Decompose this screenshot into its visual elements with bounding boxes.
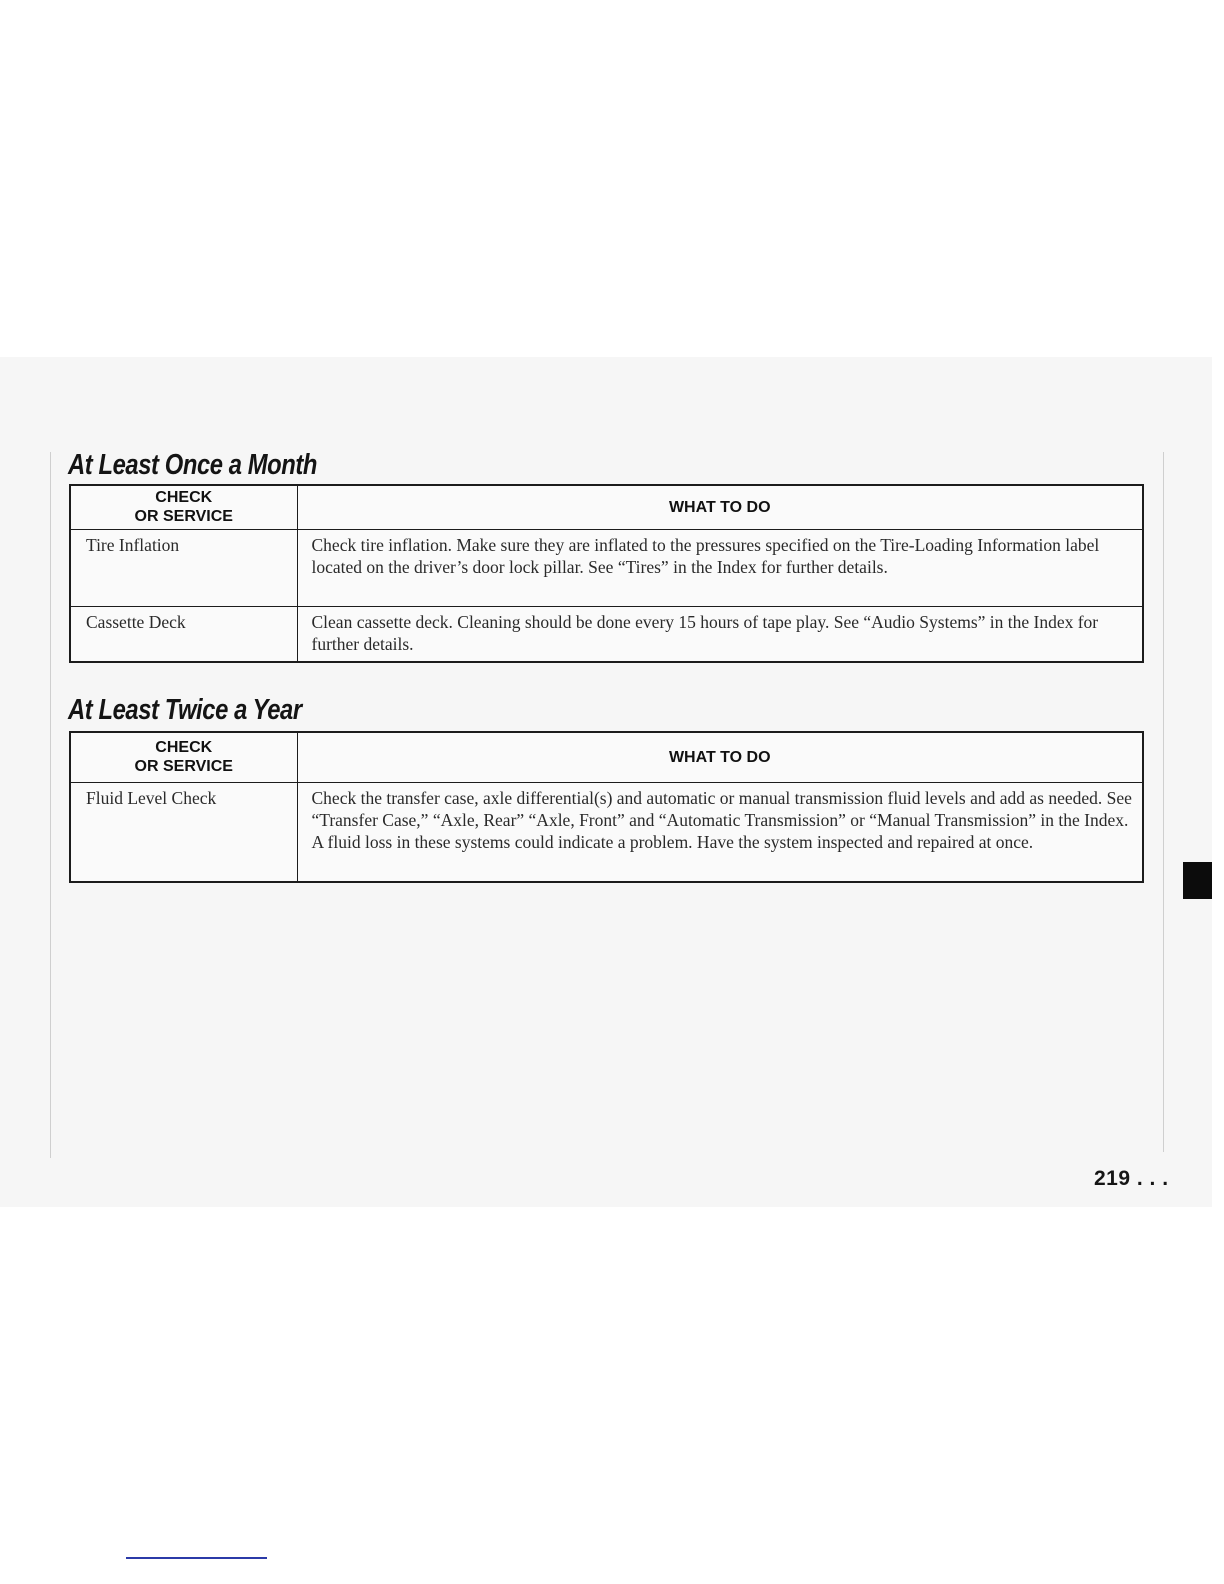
header-line-check: CHECK [155, 489, 213, 507]
check-or-service-header [70, 732, 297, 782]
what-to-do-header: WHAT TO DO [297, 485, 1143, 529]
bottom-rule [126, 1557, 267, 1559]
table-header-row [70, 732, 1143, 782]
table-row [70, 782, 1143, 882]
service-item: Fluid Level Check [70, 782, 297, 882]
section-title-monthly: At Least Once a Month [68, 449, 318, 481]
what-to-do-header: WHAT TO DO [297, 732, 1143, 782]
service-instructions: Clean cassette deck. Cleaning should be done every 15 hours of tape play. See “Audio Systems” in the Index for further details. [297, 606, 1143, 662]
service-item: Cassette Deck [70, 606, 297, 662]
service-item: Tire Inflation [70, 529, 297, 606]
service-instructions: Check tire inflation. Make sure they are inflated to the pressures specified on the Tire-Loading Information label located on the driver’s door lock pillar. See “Tires” in the Index for further details. [297, 529, 1143, 606]
table-row [70, 606, 1143, 662]
check-or-service-header [70, 485, 297, 529]
section-title-twice-yearly: At Least Twice a Year [68, 694, 302, 726]
right-margin-rule [1163, 452, 1164, 1152]
left-margin-rule [50, 452, 51, 1158]
monthly-service-table [69, 484, 1144, 663]
header-line-or-service: OR SERVICE [134, 758, 233, 776]
service-instructions: Check the transfer case, axle differential(s) and automatic or manual transmission fluid levels and add as needed. See “Transfer Case,” “Axle, Rear” “Axle, Front” and “Automatic Transmission” or “Manual Transmission” in the Index. A fluid loss in these systems could indicate a problem. Have the system inspected and repaired at once. [297, 782, 1143, 882]
header-line-or-service: OR SERVICE [134, 508, 233, 526]
section-tab-marker [1183, 862, 1212, 899]
table-row [70, 529, 1143, 606]
table-header-row [70, 485, 1143, 529]
header-line-check: CHECK [155, 739, 213, 757]
twice-yearly-service-table [69, 731, 1144, 883]
page-number: 219 . . . [1094, 1167, 1169, 1190]
